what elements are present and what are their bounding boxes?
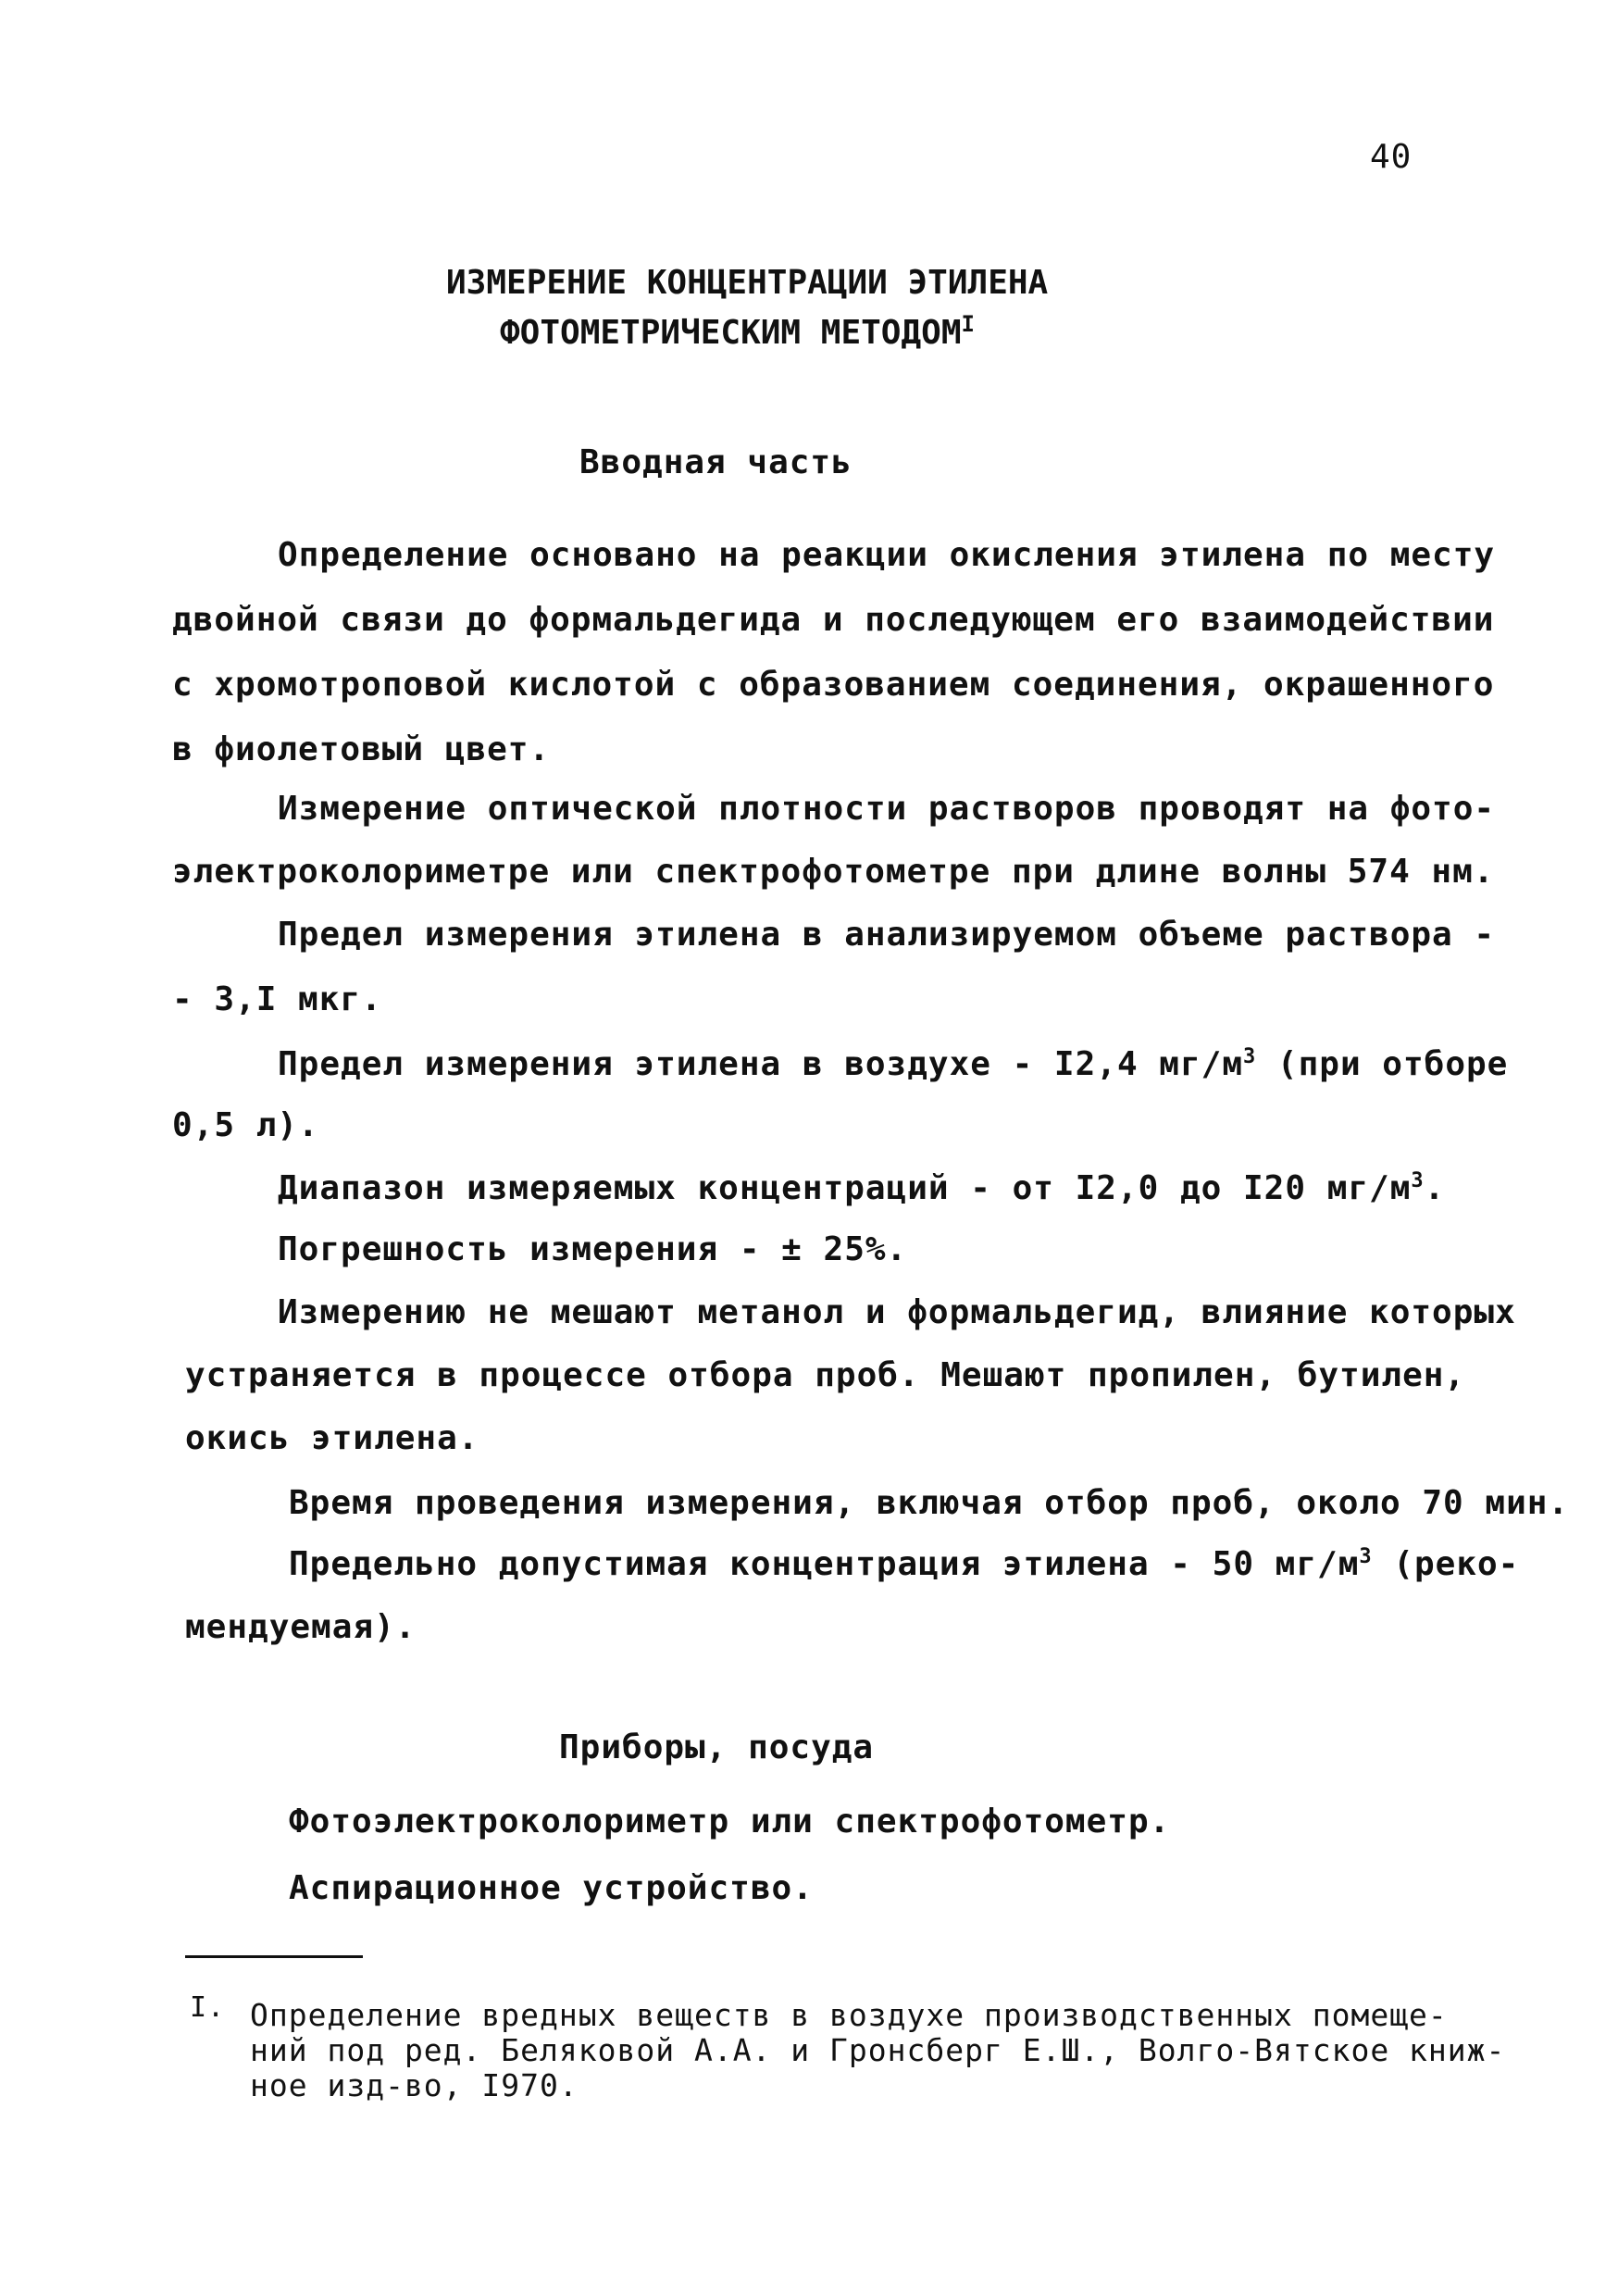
intro-line-5: Измерение оптической плотности растворов проводят на фото- — [278, 790, 1496, 828]
interference-line-1: Измерению не мешают метанол и формальдегид, влияние которых — [278, 1293, 1516, 1331]
footnote-marker: I. — [190, 1991, 226, 2024]
intro-line-2: двойной связи до формальдегида и последующем его взаимодействии — [172, 601, 1495, 639]
air-limit-text: Предел измерения этилена в воздухе - I2,4 мг/м — [278, 1045, 1243, 1083]
mac-after: (реко- — [1372, 1545, 1520, 1583]
range-text: Диапазон измеряемых концентраций - от I2,0 до I20 мг/м — [278, 1169, 1412, 1207]
range-line — [278, 1168, 1445, 1209]
mac-sup: 3 — [1359, 1545, 1373, 1568]
intro-line-4: в фиолетовый цвет. — [172, 730, 551, 768]
footnote-line-3: ное изд-во, I970. — [250, 2067, 579, 2103]
equipment-item-1: Фотоэлектроколориметр или спектрофотометр. — [289, 1803, 1171, 1841]
mac-line-1 — [289, 1544, 1519, 1585]
duration-line: Время проведения измерения, включая отбор проб, около 70 мин. — [289, 1484, 1570, 1522]
equipment-item-2: Аспирационное устройство. — [289, 1869, 814, 1907]
intro-line-1: Определение основано на реакции окисления этилена по месту — [278, 536, 1496, 574]
footnote-line-2: ний под ред. Беляковой А.А. и Гронсберг Е.Ш., Волго-Вятское книж- — [250, 2032, 1506, 2068]
footnote-divider — [185, 1955, 363, 1958]
title-footnote-ref: I — [961, 311, 975, 337]
interference-line-2: устраняется в процессе отбора проб. Мешают пропилен, бутилен, — [185, 1356, 1466, 1394]
mac-text: Предельно допустимая концентрация этилена - 50 мг/м — [289, 1545, 1360, 1583]
error-line: Погрешность измерения - ± 25%. — [278, 1230, 908, 1268]
air-limit-sup: 3 — [1243, 1045, 1257, 1068]
page-number: 40 — [1370, 138, 1413, 176]
interference-line-3: окись этилена. — [185, 1419, 479, 1457]
title-line-1: ИЗМЕРЕНИЕ КОНЦЕНТРАЦИИ ЭТИЛЕНА — [446, 264, 1049, 302]
range-sup: 3 — [1411, 1169, 1425, 1192]
range-after: . — [1424, 1169, 1446, 1207]
intro-heading: Вводная часть — [579, 443, 853, 481]
air-limit-line-2: 0,5 л). — [172, 1106, 319, 1144]
intro-line-3: с хромотроповой кислотой с образованием соединения, окрашенного — [172, 666, 1495, 704]
air-limit-line-1 — [278, 1044, 1508, 1085]
title-line-2 — [500, 313, 975, 354]
intro-line-7: Предел измерения этилена в анализируемом объеме раствора - — [278, 916, 1496, 954]
intro-line-6: электроколориметре или спектрофотометре при длине волны 574 нм. — [172, 853, 1495, 891]
air-limit-after: (при отборе — [1256, 1045, 1509, 1083]
title-line-2-text: ФОТОМЕТРИЧЕСКИМ МЕТОДОМ — [500, 314, 962, 352]
footnote-line-1: Определение вредных веществ в воздухе производственных помеще- — [250, 1997, 1448, 2033]
mac-line-2: мендуемая). — [185, 1608, 417, 1646]
equipment-heading: Приборы, посуда — [559, 1728, 875, 1766]
intro-line-8: - 3,I мкг. — [172, 980, 382, 1018]
